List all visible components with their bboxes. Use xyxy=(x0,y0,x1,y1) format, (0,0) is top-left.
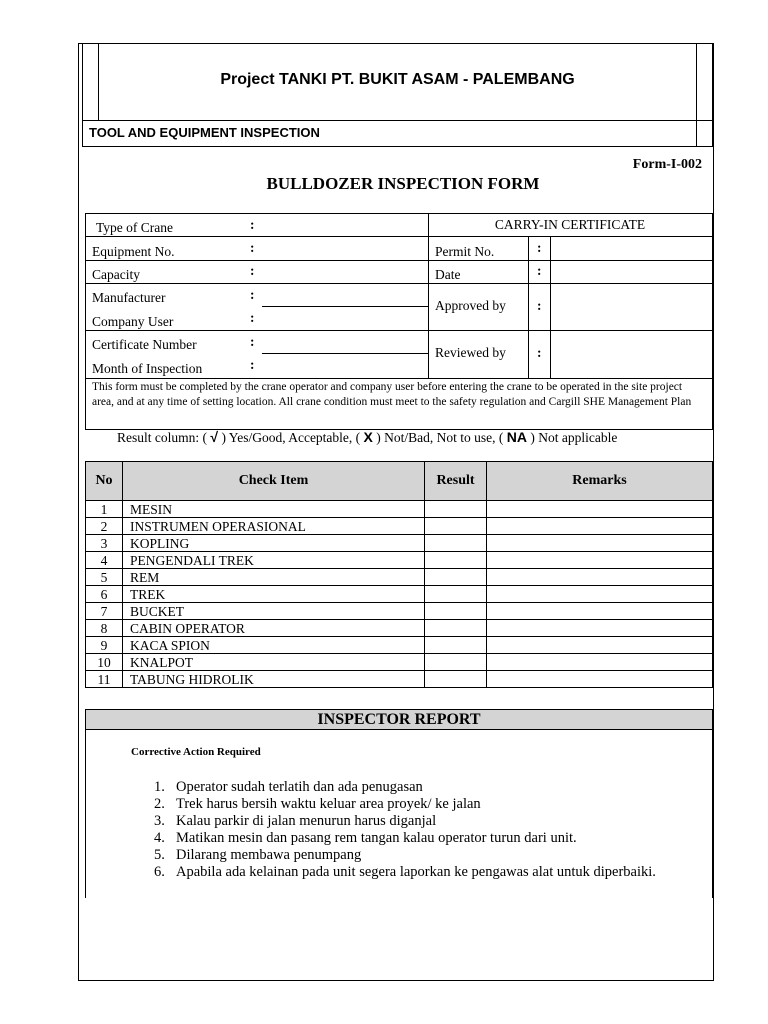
result-cell[interactable] xyxy=(425,603,487,620)
check-item-name: TREK xyxy=(123,586,425,603)
row-number: 8 xyxy=(86,620,123,637)
colon: : xyxy=(250,310,255,325)
list-item-number: 4. xyxy=(154,830,165,846)
table-row xyxy=(86,552,713,569)
check-item-name: BUCKET xyxy=(123,603,425,620)
colon: : xyxy=(250,240,255,255)
list-item-text: Kalau parkir di jalan menurun harus diganjal xyxy=(176,813,437,829)
result-cell[interactable] xyxy=(425,620,487,637)
info-field-underline xyxy=(262,353,428,354)
label-equipment-no: Equipment No. xyxy=(92,244,175,259)
x-mark-icon: X xyxy=(363,429,373,445)
inspector-report-heading: INSPECTOR REPORT xyxy=(85,709,713,730)
result-cell[interactable] xyxy=(425,671,487,688)
table-row xyxy=(86,569,713,586)
result-cell[interactable] xyxy=(425,654,487,671)
table-row xyxy=(86,654,713,671)
remarks-cell[interactable] xyxy=(487,518,713,535)
info-right-colon-divider xyxy=(528,236,529,378)
colon: : xyxy=(250,287,255,302)
remarks-cell[interactable] xyxy=(487,569,713,586)
row-number: 5 xyxy=(86,569,123,586)
na-mark: NA xyxy=(506,429,527,445)
section-title: TOOL AND EQUIPMENT INSPECTION xyxy=(89,125,320,140)
remarks-cell[interactable] xyxy=(487,620,713,637)
list-item-number: 2. xyxy=(154,796,165,812)
check-item-name: KNALPOT xyxy=(123,654,425,671)
list-item xyxy=(154,830,656,847)
colon: : xyxy=(250,357,255,372)
label-type-of-crane: Type of Crane xyxy=(96,220,174,235)
table-row xyxy=(86,637,713,654)
list-item-number: 1. xyxy=(154,779,165,795)
row-number: 9 xyxy=(86,637,123,654)
project-title: Project TANKI PT. BUKIT ASAM - PALEMBANG xyxy=(220,71,575,88)
table-header-row xyxy=(86,462,713,501)
report-right-border xyxy=(712,730,713,898)
info-right-value-divider xyxy=(550,236,551,378)
table-row xyxy=(86,603,713,620)
result-cell[interactable] xyxy=(425,518,487,535)
remarks-cell[interactable] xyxy=(487,671,713,688)
report-left-border xyxy=(85,730,86,898)
result-cell[interactable] xyxy=(425,501,487,518)
form-code: Form-I-002 xyxy=(632,157,702,172)
header-result: Result xyxy=(425,462,487,501)
list-item xyxy=(154,813,656,830)
list-item-text: Trek harus bersih waktu keluar area proyek/ ke jalan xyxy=(176,796,481,812)
row-number: 10 xyxy=(86,654,123,671)
legend-prefix: Result column: ( xyxy=(117,430,207,445)
remarks-cell[interactable] xyxy=(487,501,713,518)
info-row-line xyxy=(86,330,712,331)
remarks-cell[interactable] xyxy=(487,637,713,654)
legend-x-text: ) Not/Bad, Not to use, ( xyxy=(372,430,504,445)
check-mark-icon: √ xyxy=(210,429,219,445)
label-permit-no: Permit No. xyxy=(435,244,495,259)
list-item-number: 6. xyxy=(154,864,165,880)
label-reviewed-by: Reviewed by xyxy=(435,345,506,360)
colon: : xyxy=(537,298,542,313)
colon: : xyxy=(250,217,255,232)
result-legend xyxy=(117,429,617,446)
list-item xyxy=(154,847,656,864)
label-approved-by: Approved by xyxy=(435,298,506,313)
check-item-name: TABUNG HIDROLIK xyxy=(123,671,425,688)
row-number: 2 xyxy=(86,518,123,535)
label-month-of-inspection: Month of Inspection xyxy=(92,361,203,376)
colon: : xyxy=(250,334,255,349)
table-row xyxy=(86,518,713,535)
remarks-cell[interactable] xyxy=(487,552,713,569)
list-item-text: Operator sudah terlatih dan ada penugasan xyxy=(176,779,423,795)
check-item-name: KOPLING xyxy=(123,535,425,552)
label-certificate-number: Certificate Number xyxy=(92,337,197,352)
result-cell[interactable] xyxy=(425,569,487,586)
table-row xyxy=(86,586,713,603)
list-item xyxy=(154,779,656,796)
equipment-info-table xyxy=(85,213,713,430)
list-item-text: Apabila ada kelainan pada unit segera laporkan ke pengawas alat untuk diperbaiki. xyxy=(176,864,656,880)
header-no: No xyxy=(86,462,123,501)
colon: : xyxy=(537,345,542,360)
result-cell[interactable] xyxy=(425,586,487,603)
info-row-line xyxy=(86,283,712,284)
check-item-name: REM xyxy=(123,569,425,586)
table-row xyxy=(86,535,713,552)
carry-in-certificate-heading: CARRY-IN CERTIFICATE xyxy=(494,217,646,232)
header-check-item: Check Item xyxy=(123,462,425,501)
check-item-name: PENGENDALI TREK xyxy=(123,552,425,569)
label-manufacturer: Manufacturer xyxy=(92,290,166,305)
info-row-line xyxy=(86,236,712,237)
check-item-name: MESIN xyxy=(123,501,425,518)
row-number: 3 xyxy=(86,535,123,552)
label-company-user: Company User xyxy=(92,314,174,329)
check-items-table xyxy=(85,461,713,688)
row-number: 7 xyxy=(86,603,123,620)
label-capacity: Capacity xyxy=(92,267,140,282)
remarks-cell[interactable] xyxy=(487,535,713,552)
row-number: 4 xyxy=(86,552,123,569)
list-item xyxy=(154,796,656,813)
colon: : xyxy=(537,240,542,255)
check-item-name: INSTRUMEN OPERASIONAL xyxy=(123,518,425,535)
remarks-cell[interactable] xyxy=(487,603,713,620)
remarks-cell[interactable] xyxy=(487,654,713,671)
table-row xyxy=(86,671,713,688)
result-cell[interactable] xyxy=(425,535,487,552)
header-remarks: Remarks xyxy=(487,462,713,501)
result-cell[interactable] xyxy=(425,552,487,569)
list-item-text: Dilarang membawa penumpang xyxy=(176,847,362,863)
list-item xyxy=(154,864,656,881)
info-row-line xyxy=(86,378,712,379)
info-field-underline xyxy=(262,306,428,307)
table-row xyxy=(86,501,713,518)
form-title: BULLDOZER INSPECTION FORM xyxy=(266,174,540,193)
form-header xyxy=(82,44,713,147)
legend-check-text: ) Yes/Good, Acceptable, ( xyxy=(218,430,361,445)
colon: : xyxy=(250,263,255,278)
row-number: 6 xyxy=(86,586,123,603)
info-center-divider xyxy=(428,214,429,378)
corrective-action-label: Corrective Action Required xyxy=(131,746,261,758)
corrective-action-list xyxy=(154,779,656,881)
colon: : xyxy=(537,263,542,278)
label-date: Date xyxy=(435,267,461,282)
list-item-number: 3. xyxy=(154,813,165,829)
remarks-cell[interactable] xyxy=(487,586,713,603)
check-item-name: CABIN OPERATOR xyxy=(123,620,425,637)
result-cell[interactable] xyxy=(425,637,487,654)
info-row-line xyxy=(86,260,712,261)
check-items-body xyxy=(86,501,713,688)
row-number: 1 xyxy=(86,501,123,518)
instruction-note: This form must be completed by the crane operator and company user before entering the crane to be operated in the site project area, and at any time of setting location. All crane condition must meet to the safety regulation and Cargill SHE Management Plan xyxy=(92,381,692,408)
list-item-number: 5. xyxy=(154,847,165,863)
list-item-text: Matikan mesin dan pasang rem tangan kalau operator turun dari unit. xyxy=(176,830,577,846)
legend-na-text: ) Not applicable xyxy=(527,430,618,445)
table-row xyxy=(86,620,713,637)
row-number: 11 xyxy=(86,671,123,688)
check-item-name: KACA SPION xyxy=(123,637,425,654)
